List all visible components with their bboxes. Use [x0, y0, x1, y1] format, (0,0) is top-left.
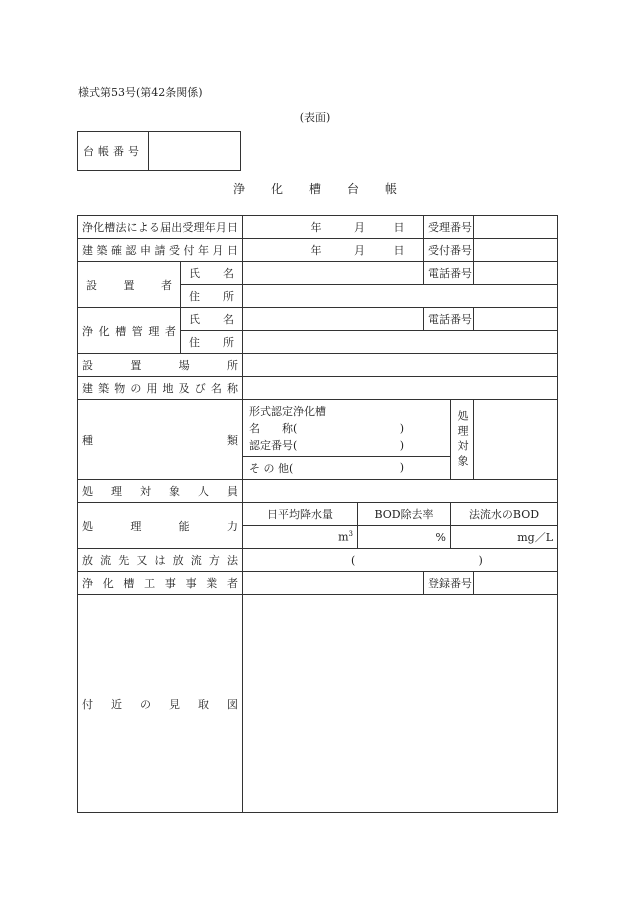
- installer-address-field[interactable]: [243, 285, 558, 308]
- building-use-label: 建築物の用地及び名称: [78, 377, 243, 400]
- manager-phone-label: 電話番号: [424, 308, 474, 331]
- manager-address-field[interactable]: [243, 331, 558, 354]
- treatment-target-field[interactable]: [474, 400, 558, 480]
- discharge-field[interactable]: [243, 549, 558, 572]
- kind-label: 種類: [78, 400, 243, 480]
- installer-name-label: 氏名: [181, 262, 243, 285]
- table-row: [78, 572, 558, 595]
- form-number: 様式第53号(第42条関係): [78, 86, 203, 99]
- close-paren: ): [399, 461, 404, 474]
- building-use-field[interactable]: [243, 377, 558, 400]
- unit-m3: m: [338, 530, 349, 544]
- month-label: 月: [354, 244, 365, 257]
- unit-percent: %: [435, 530, 446, 544]
- installer-phone-label: 電話番号: [424, 262, 474, 285]
- installer-label: 設置者: [78, 262, 181, 308]
- location-label: 設置場所: [78, 354, 243, 377]
- kind-name-label: 名 称(: [249, 421, 298, 435]
- installer-phone-field[interactable]: [474, 262, 558, 285]
- year-label: 年: [310, 244, 322, 257]
- discharge-label: 放流先又は放流方法: [78, 549, 243, 572]
- table-row: [78, 377, 558, 400]
- open-paren: (: [351, 553, 356, 567]
- page-title: 浄化槽台帳: [232, 182, 423, 196]
- notify-date-label: 浄化槽法による届出受理年月日: [78, 216, 243, 239]
- reg-number-field[interactable]: [474, 572, 558, 595]
- effluent-bod-field[interactable]: [451, 526, 558, 549]
- accept-number-label: 受付番号: [424, 239, 474, 262]
- side-label: (表面): [299, 111, 331, 124]
- treatment-target-vertical: 処理対象: [456, 409, 469, 470]
- table-row: [78, 549, 558, 572]
- receipt-number-label: 受理番号: [424, 216, 474, 239]
- unit-mgl: mg／L: [517, 531, 553, 544]
- day-label: 日: [393, 244, 405, 257]
- manager-name-field[interactable]: [243, 308, 424, 331]
- table-row: [78, 354, 558, 377]
- confirm-date-label: 建築確認申請受付年月日: [78, 239, 243, 262]
- ledger-number-field[interactable]: [149, 132, 240, 170]
- manager-name-label: 氏名: [181, 308, 243, 331]
- month-label: 月: [354, 221, 365, 234]
- year-label: 年: [310, 221, 322, 234]
- reg-number-label: 登録番号: [424, 572, 474, 595]
- table-row: [78, 262, 558, 285]
- installer-address-label: 住所: [181, 285, 243, 308]
- table-row: [78, 216, 558, 239]
- bod-removal-field[interactable]: [358, 526, 451, 549]
- persons-label: 処理対象人員: [78, 480, 243, 503]
- bod-removal-header: BOD除去率: [358, 503, 451, 526]
- map-field[interactable]: [243, 595, 558, 813]
- effluent-bod-header: 法流水のBOD: [451, 503, 558, 526]
- manager-label: 浄化槽管理者: [78, 308, 181, 354]
- persons-field[interactable]: [243, 480, 558, 503]
- receipt-number-field[interactable]: [474, 216, 558, 239]
- daily-flow-header: 日平均降水量: [243, 503, 358, 526]
- kind-field[interactable]: [243, 400, 451, 480]
- manager-address-label: 住所: [181, 331, 243, 354]
- confirm-date-field[interactable]: [243, 239, 424, 262]
- table-row: [78, 400, 558, 480]
- capacity-label: 処理能力: [78, 503, 243, 549]
- table-row: [78, 480, 558, 503]
- notify-date-field[interactable]: [243, 216, 424, 239]
- ledger-number-box: [77, 131, 241, 171]
- ledger-table: [77, 215, 558, 813]
- close-paren: ): [399, 438, 404, 452]
- kind-other-label: そ の 他(: [249, 461, 294, 475]
- map-label: 付近の見取図: [78, 595, 243, 813]
- close-paren: ): [478, 553, 483, 567]
- close-paren: ): [399, 421, 404, 435]
- table-row: [78, 595, 558, 813]
- day-label: 日: [393, 221, 405, 234]
- table-row: [78, 239, 558, 262]
- ledger-number-label: 台帳番号: [78, 132, 149, 170]
- table-row: [78, 308, 558, 331]
- kind-cert-no-label: 認定番号(: [249, 438, 298, 452]
- contractor-field[interactable]: [243, 572, 424, 595]
- daily-flow-field[interactable]: $m^3$: [243, 526, 358, 549]
- table-row: [78, 503, 558, 526]
- location-field[interactable]: [243, 354, 558, 377]
- manager-phone-field[interactable]: [474, 308, 558, 331]
- treatment-target-label: [451, 400, 474, 480]
- accept-number-field[interactable]: [474, 239, 558, 262]
- kind-certified-label: 形式認定浄化槽: [249, 404, 326, 418]
- installer-name-field[interactable]: [243, 262, 424, 285]
- contractor-label: 浄化槽工事事業者: [78, 572, 243, 595]
